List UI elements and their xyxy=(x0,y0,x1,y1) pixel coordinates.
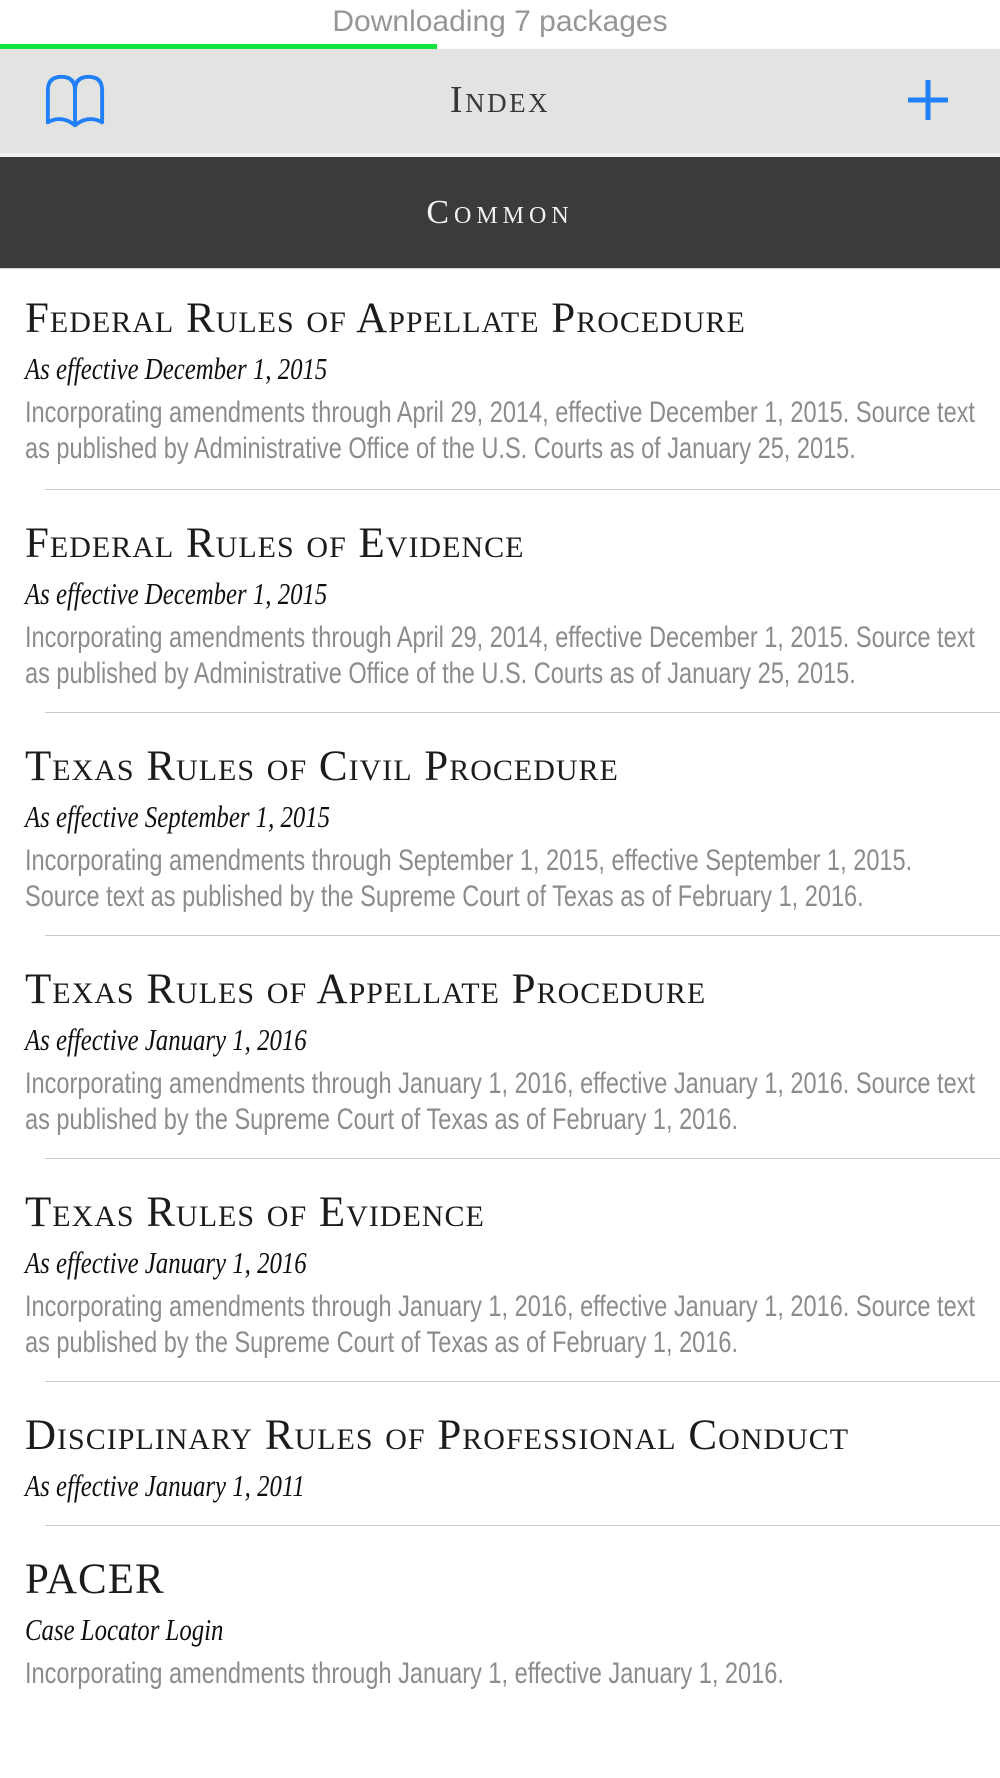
index-list xyxy=(0,269,1000,1712)
book-icon xyxy=(44,69,106,133)
page-title: Index xyxy=(449,79,551,121)
section-header-common xyxy=(0,157,1000,269)
item-effective-date: As effective January 1, 2016 xyxy=(25,1022,307,1057)
item-title: Federal Rules of Evidence xyxy=(25,520,525,567)
plus-icon xyxy=(906,78,950,122)
item-title: Texas Rules of Appellate Procedure xyxy=(25,966,707,1013)
item-description: Incorporating amendments through April 29, 2014, effective December 1, 2015. Source text as published by Administrative Office of the U.S. Courts as of January 25, 2015. xyxy=(25,621,975,690)
item-effective-date: As effective December 1, 2015 xyxy=(25,576,328,611)
list-item-federal-rules-appellate-procedure[interactable] xyxy=(0,269,1000,489)
list-item-texas-rules-evidence[interactable] xyxy=(0,1159,1000,1381)
item-effective-date: As effective January 1, 2016 xyxy=(25,1245,307,1280)
item-title: Federal Rules of Appellate Procedure xyxy=(25,295,746,342)
item-effective-date: Case Locator Login xyxy=(25,1612,224,1647)
download-status-bar xyxy=(0,0,1000,44)
item-title: PACER xyxy=(25,1556,165,1603)
list-item-texas-rules-civil-procedure[interactable] xyxy=(0,713,1000,935)
item-effective-date: As effective January 1, 2011 xyxy=(25,1468,305,1503)
bookmarks-button[interactable] xyxy=(44,69,106,135)
list-item-federal-rules-evidence[interactable] xyxy=(0,490,1000,712)
list-item-pacer[interactable] xyxy=(0,1526,1000,1712)
item-description: Incorporating amendments through January 1, 2016, effective January 1, 2016. Source text as published by the Supreme Court of Texas as of February 1, 2016. xyxy=(25,1290,976,1359)
list-item-disciplinary-rules[interactable] xyxy=(0,1382,1000,1525)
navigation-bar xyxy=(0,49,1000,157)
item-description: Incorporating amendments through April 29, 2014, effective December 1, 2015. Source text as published by Administrative Office of the U.S. Courts as of January 25, 2015. xyxy=(25,396,975,465)
item-title: Disciplinary Rules of Professional Conduct xyxy=(25,1412,850,1459)
item-effective-date: As effective September 1, 2015 xyxy=(25,799,331,834)
item-description: Incorporating amendments through January 1, effective January 1, 2016. xyxy=(25,1657,784,1690)
item-title: Texas Rules of Evidence xyxy=(25,1189,485,1236)
item-title: Texas Rules of Civil Procedure xyxy=(25,743,619,790)
list-item-texas-rules-appellate-procedure[interactable] xyxy=(0,936,1000,1158)
add-button[interactable] xyxy=(906,78,950,122)
section-header-label: Common xyxy=(426,193,574,231)
item-description: Incorporating amendments through January 1, 2016, effective January 1, 2016. Source text as published by the Supreme Court of Texas as of February 1, 2016. xyxy=(25,1067,976,1136)
item-description: Incorporating amendments through September 1, 2015, effective September 1, 2015. Source text as published by the Supreme Court of Texas as of February 1, 2016. xyxy=(25,844,913,913)
item-effective-date: As effective December 1, 2015 xyxy=(25,351,328,386)
download-status-text: Downloading 7 packages xyxy=(332,5,668,38)
